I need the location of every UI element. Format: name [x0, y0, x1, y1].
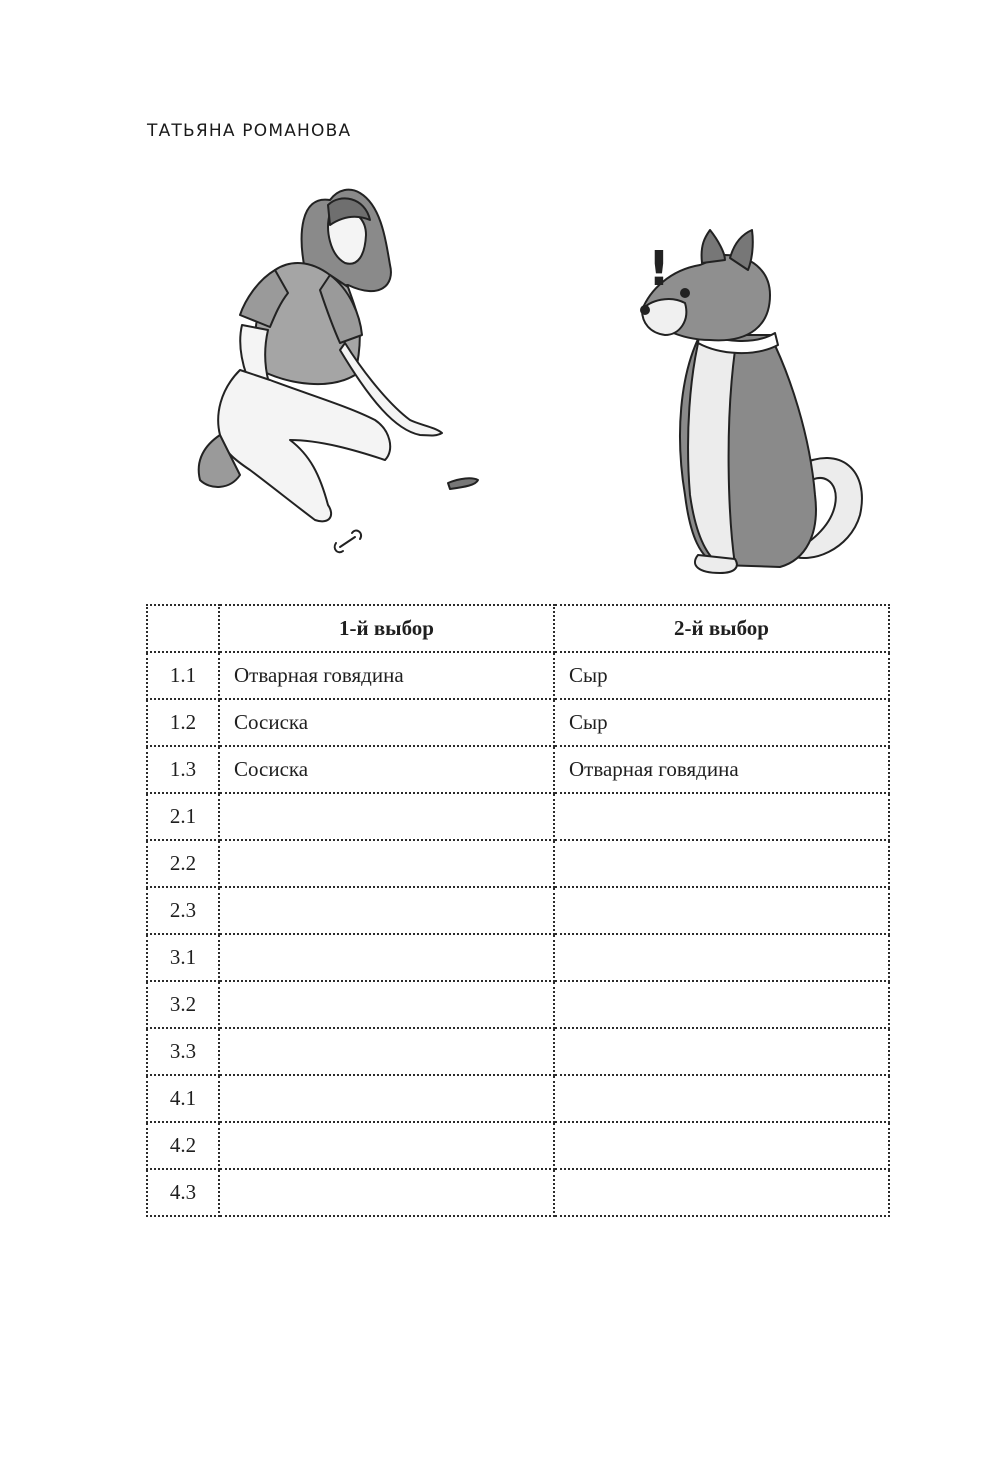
row-number-cell: 1.1 [147, 652, 219, 699]
second-choice-cell [554, 1122, 889, 1169]
table-header-row [147, 605, 889, 652]
second-choice-cell [554, 840, 889, 887]
header-cell-number [147, 605, 219, 652]
second-choice-cell [554, 887, 889, 934]
second-choice-cell [554, 934, 889, 981]
table-row [147, 981, 889, 1028]
first-choice-cell [219, 1122, 554, 1169]
second-choice-cell [554, 1028, 889, 1075]
row-number-cell: 2.2 [147, 840, 219, 887]
first-choice-cell [219, 934, 554, 981]
row-number-cell: 2.3 [147, 887, 219, 934]
first-choice-cell: Сосиска [219, 746, 554, 793]
woman-and-dog-illustration [180, 175, 880, 585]
running-header-author: ТАТЬЯНА РОМАНОВА [147, 121, 352, 141]
row-number-cell: 2.1 [147, 793, 219, 840]
table-row [147, 840, 889, 887]
second-choice-cell: Сыр [554, 652, 889, 699]
first-choice-cell [219, 1075, 554, 1122]
table-row [147, 1122, 889, 1169]
second-choice-cell [554, 1169, 889, 1216]
exclamation-mark: ! [648, 241, 670, 297]
first-choice-cell [219, 793, 554, 840]
row-number-cell: 4.3 [147, 1169, 219, 1216]
row-number-cell: 1.2 [147, 699, 219, 746]
woman-figure [199, 190, 478, 553]
first-choice-cell: Отварная говядина [219, 652, 554, 699]
table-row [147, 934, 889, 981]
table-row [147, 1169, 889, 1216]
table-row [147, 1075, 889, 1122]
first-choice-cell [219, 887, 554, 934]
row-number-cell: 1.3 [147, 746, 219, 793]
table-row [147, 699, 889, 746]
first-choice-cell [219, 840, 554, 887]
table-row [147, 793, 889, 840]
table-row [147, 887, 889, 934]
header-cell-first-choice: 1-й выбор [219, 605, 554, 652]
row-number-cell: 3.1 [147, 934, 219, 981]
dog-figure [641, 230, 862, 573]
first-choice-cell: Сосиска [219, 699, 554, 746]
header-cell-second-choice: 2-й выбор [554, 605, 889, 652]
row-number-cell: 4.2 [147, 1122, 219, 1169]
second-choice-cell [554, 793, 889, 840]
row-number-cell: 3.3 [147, 1028, 219, 1075]
second-choice-cell: Сыр [554, 699, 889, 746]
second-choice-cell [554, 1075, 889, 1122]
second-choice-cell: Отварная говядина [554, 746, 889, 793]
food-choice-table [146, 604, 890, 1217]
first-choice-cell [219, 981, 554, 1028]
row-number-cell: 3.2 [147, 981, 219, 1028]
table-row [147, 652, 889, 699]
table-row [147, 1028, 889, 1075]
first-choice-cell [219, 1028, 554, 1075]
first-choice-cell [219, 1169, 554, 1216]
second-choice-cell [554, 981, 889, 1028]
table-row [147, 746, 889, 793]
row-number-cell: 4.1 [147, 1075, 219, 1122]
